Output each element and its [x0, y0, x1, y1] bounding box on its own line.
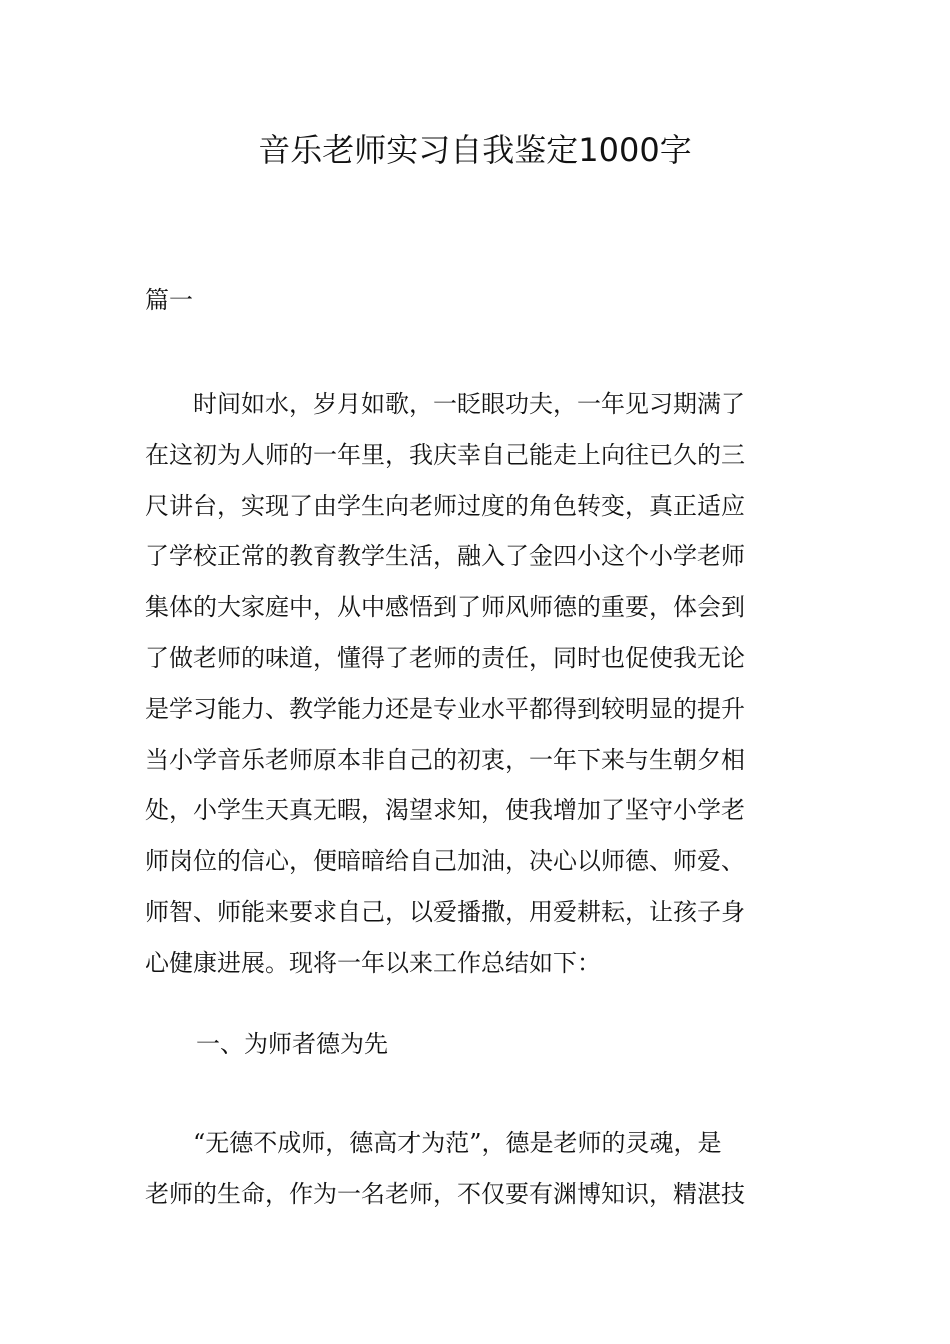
paragraph-line: 了做老师的味道，懂得了老师的责任，同时也促使我无论: [145, 643, 745, 672]
paragraph-line: 是学习能力、教学能力还是专业水平都得到较明显的提升: [145, 694, 745, 723]
section-label: 篇一: [145, 286, 193, 314]
paragraph-line: 师智、师能来要求自己，以爱播撒，用爱耕耘，让孩子身: [145, 897, 745, 926]
paragraph-line: 当小学音乐老师原本非自己的初衷，一年下来与生朝夕相: [145, 745, 745, 774]
section-heading: 一、为师者德为先: [196, 1030, 388, 1058]
paragraph-line: 在这初为人师的一年里，我庆幸自己能走上向往已久的三: [145, 440, 745, 469]
paragraph-line: 处，小学生天真无暇，渴望求知，使我增加了坚守小学老: [145, 796, 745, 825]
paragraph-line: “无德不成师，德高才为范”，德是老师的灵魂，是: [145, 1129, 722, 1157]
document-title: 音乐老师实习自我鉴定1000字: [258, 131, 692, 169]
paragraph-line: 了学校正常的教育教学生活，融入了金四小这个小学老师: [145, 542, 745, 571]
paragraph-1: [145, 379, 807, 989]
paragraph-line: 集体的大家庭中，从中感悟到了师风师德的重要，体会到: [145, 593, 745, 622]
paragraph-line: 心健康进展。现将一年以来工作总结如下：: [145, 948, 601, 977]
paragraph-line: 尺讲台，实现了由学生向老师过度的角色转变，真正适应: [145, 491, 745, 520]
paragraph-2: [145, 1118, 807, 1220]
paragraph-line: 老师的生命，作为一名老师，不仅要有渊博知识，精湛技: [145, 1179, 745, 1208]
paragraph-line: 师岗位的信心，便暗暗给自己加油，决心以师德、师爱、: [145, 847, 745, 876]
paragraph-line: 时间如水，岁月如歌，一眨眼功夫，一年见习期满了: [145, 390, 745, 418]
